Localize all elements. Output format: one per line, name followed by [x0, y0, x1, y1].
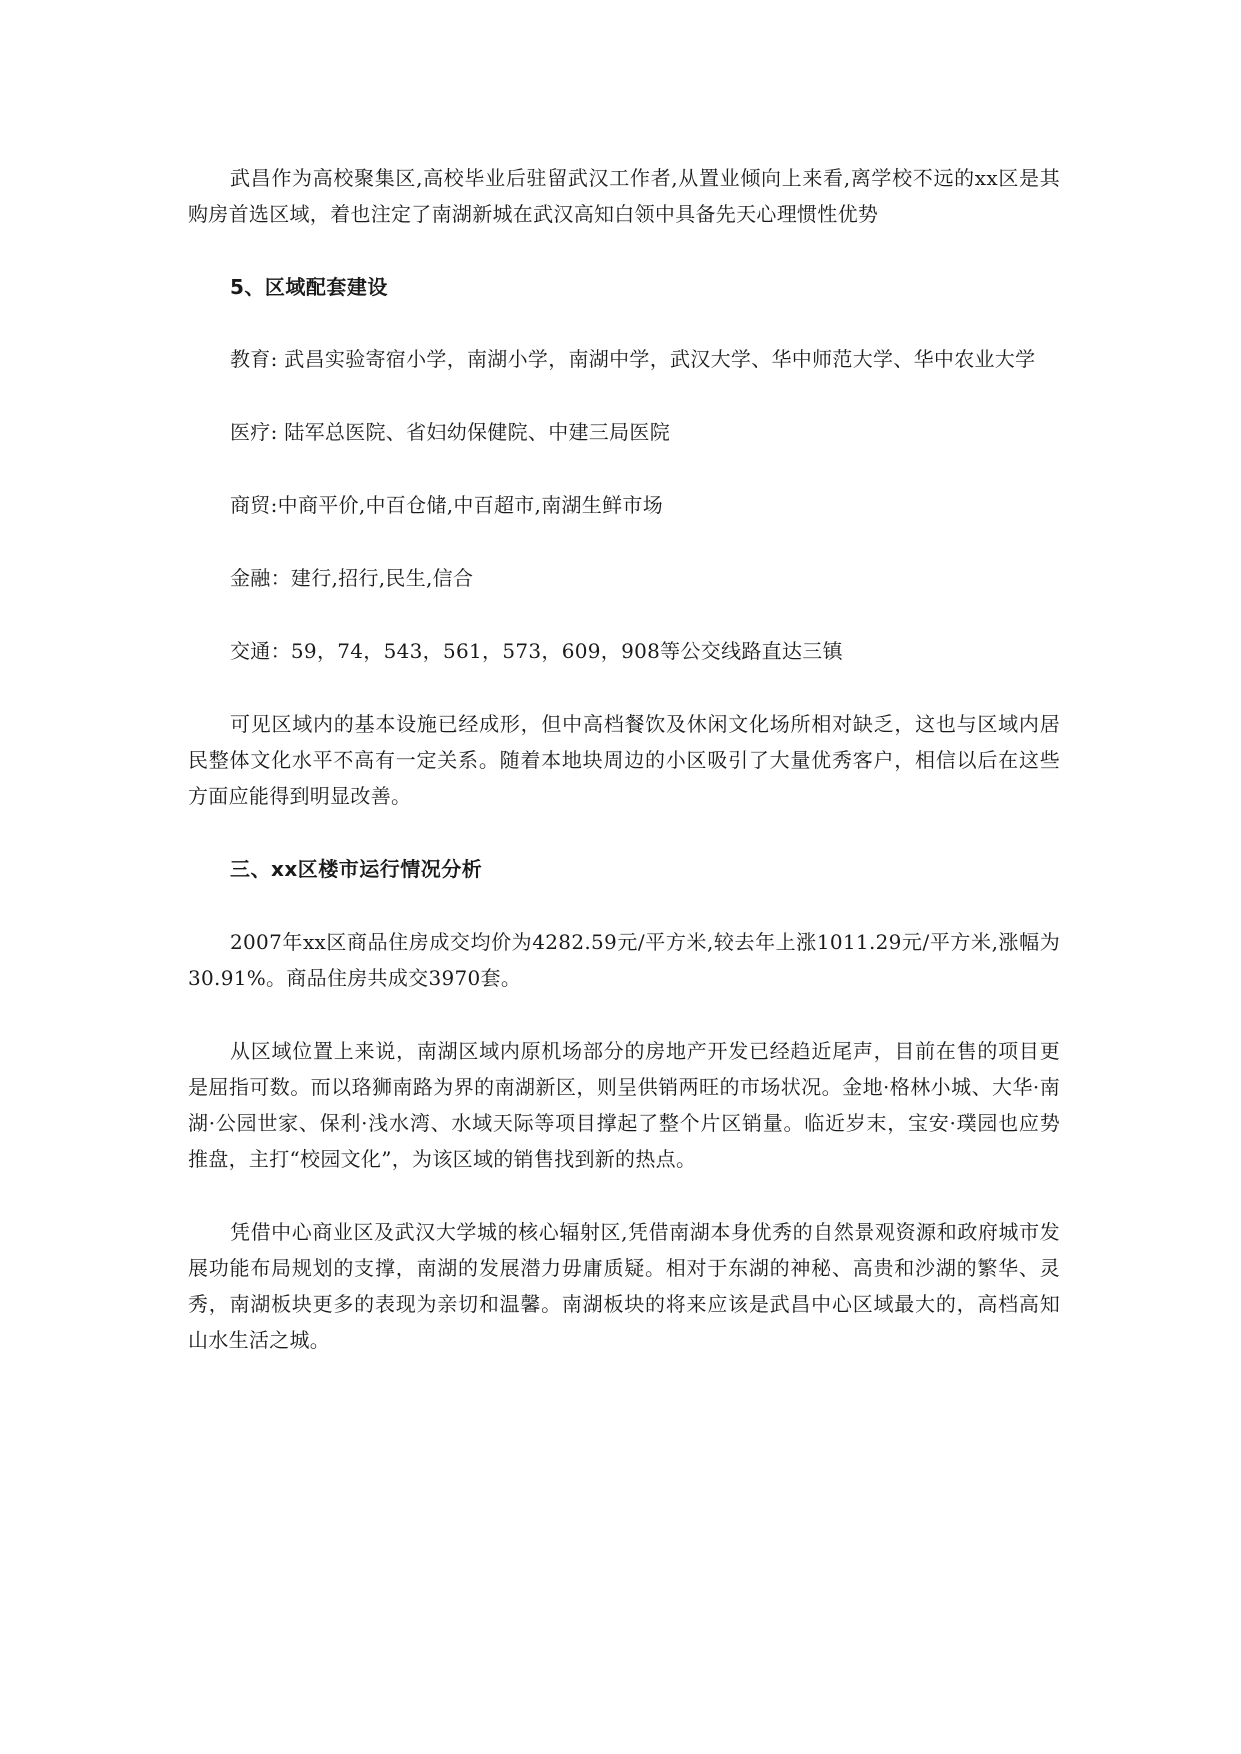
- paragraph-future: 凭借中心商业区及武汉大学城的核心辐射区,凭借南湖本身优秀的自然景观资源和政府城市发展功能布局规划的支撑，南湖的发展潜力毋庸质疑。相对于东湖的神秘、高贵和沙湖的繁华、灵秀，南湖板块更多的表现为亲切和温馨。南湖板块的将来应该是武昌中心区域最大的，高档高知山水生活之城。: [188, 1220, 1060, 1352]
- paragraph-spacer: [188, 669, 1060, 706]
- paragraph-finance: 金融：建行,招行,民生,信合: [230, 566, 474, 590]
- paragraph-spacer: [188, 887, 1060, 924]
- paragraph-spacer: [188, 596, 1060, 633]
- paragraph-spacer: [188, 232, 1060, 269]
- section-heading-3: 三、xx区楼市运行情况分析: [230, 857, 483, 881]
- paragraph-spacer: [188, 814, 1060, 851]
- paragraph-location: 从区域位置上来说，南湖区域内原机场部分的房地产开发已经趋近尾声，目前在售的项目更是屈指可数。而以珞狮南路为界的南湖新区，则呈供销两旺的市场状况。金地·格林小城、大华·南湖·公园世家、保利·浅水湾、水域天际等项目撑起了整个片区销量。临近岁末，宝安·璞园也应势推盘，主打“校园文化”，为该区域的销售找到新的热点。: [188, 1039, 1060, 1171]
- paragraph-spacer: [188, 1177, 1060, 1214]
- paragraph-spacer: [188, 450, 1060, 487]
- paragraph-graduates: 武昌作为高校聚集区,高校毕业后驻留武汉工作者,从置业倾向上来看,离学校不远的xx区是其购房首选区域，着也注定了南湖新城在武汉高知白领中具备先天心理惯性优势: [188, 166, 1060, 226]
- paragraph-infrastructure: 可见区域内的基本设施已经成形，但中高档餐饮及休闲文化场所相对缺乏，这也与区域内居民整体文化水平不高有一定关系。随着本地块周边的小区吸引了大量优秀客户，相信以后在这些方面应能得到明显改善。: [188, 712, 1060, 808]
- paragraph-spacer: [188, 377, 1060, 414]
- paragraph-commerce: 商贸:中商平价,中百仓储,中百超市,南湖生鲜市场: [230, 493, 664, 517]
- paragraph-spacer: [188, 305, 1060, 341]
- document-body: [188, 160, 1060, 1358]
- section-heading-5: 5、区域配套建设: [230, 275, 388, 299]
- paragraph-spacer: [188, 523, 1060, 560]
- paragraph-medical: 医疗: 陆军总医院、省妇幼保健院、中建三局医院: [230, 420, 670, 444]
- paragraph-2007-stats: 2007年xx区商品住房成交均价为4282.59元/平方米,较去年上涨1011.29元/平方米,涨幅为30.91%。商品住房共成交3970套。: [188, 930, 1060, 990]
- paragraph-transport: 交通：59，74，543，561，573，609，908等公交线路直达三镇: [230, 639, 843, 663]
- paragraph-education: 教育: 武昌实验寄宿小学，南湖小学，南湖中学，武汉大学、华中师范大学、华中农业大学: [230, 347, 1036, 371]
- paragraph-spacer: [188, 996, 1060, 1033]
